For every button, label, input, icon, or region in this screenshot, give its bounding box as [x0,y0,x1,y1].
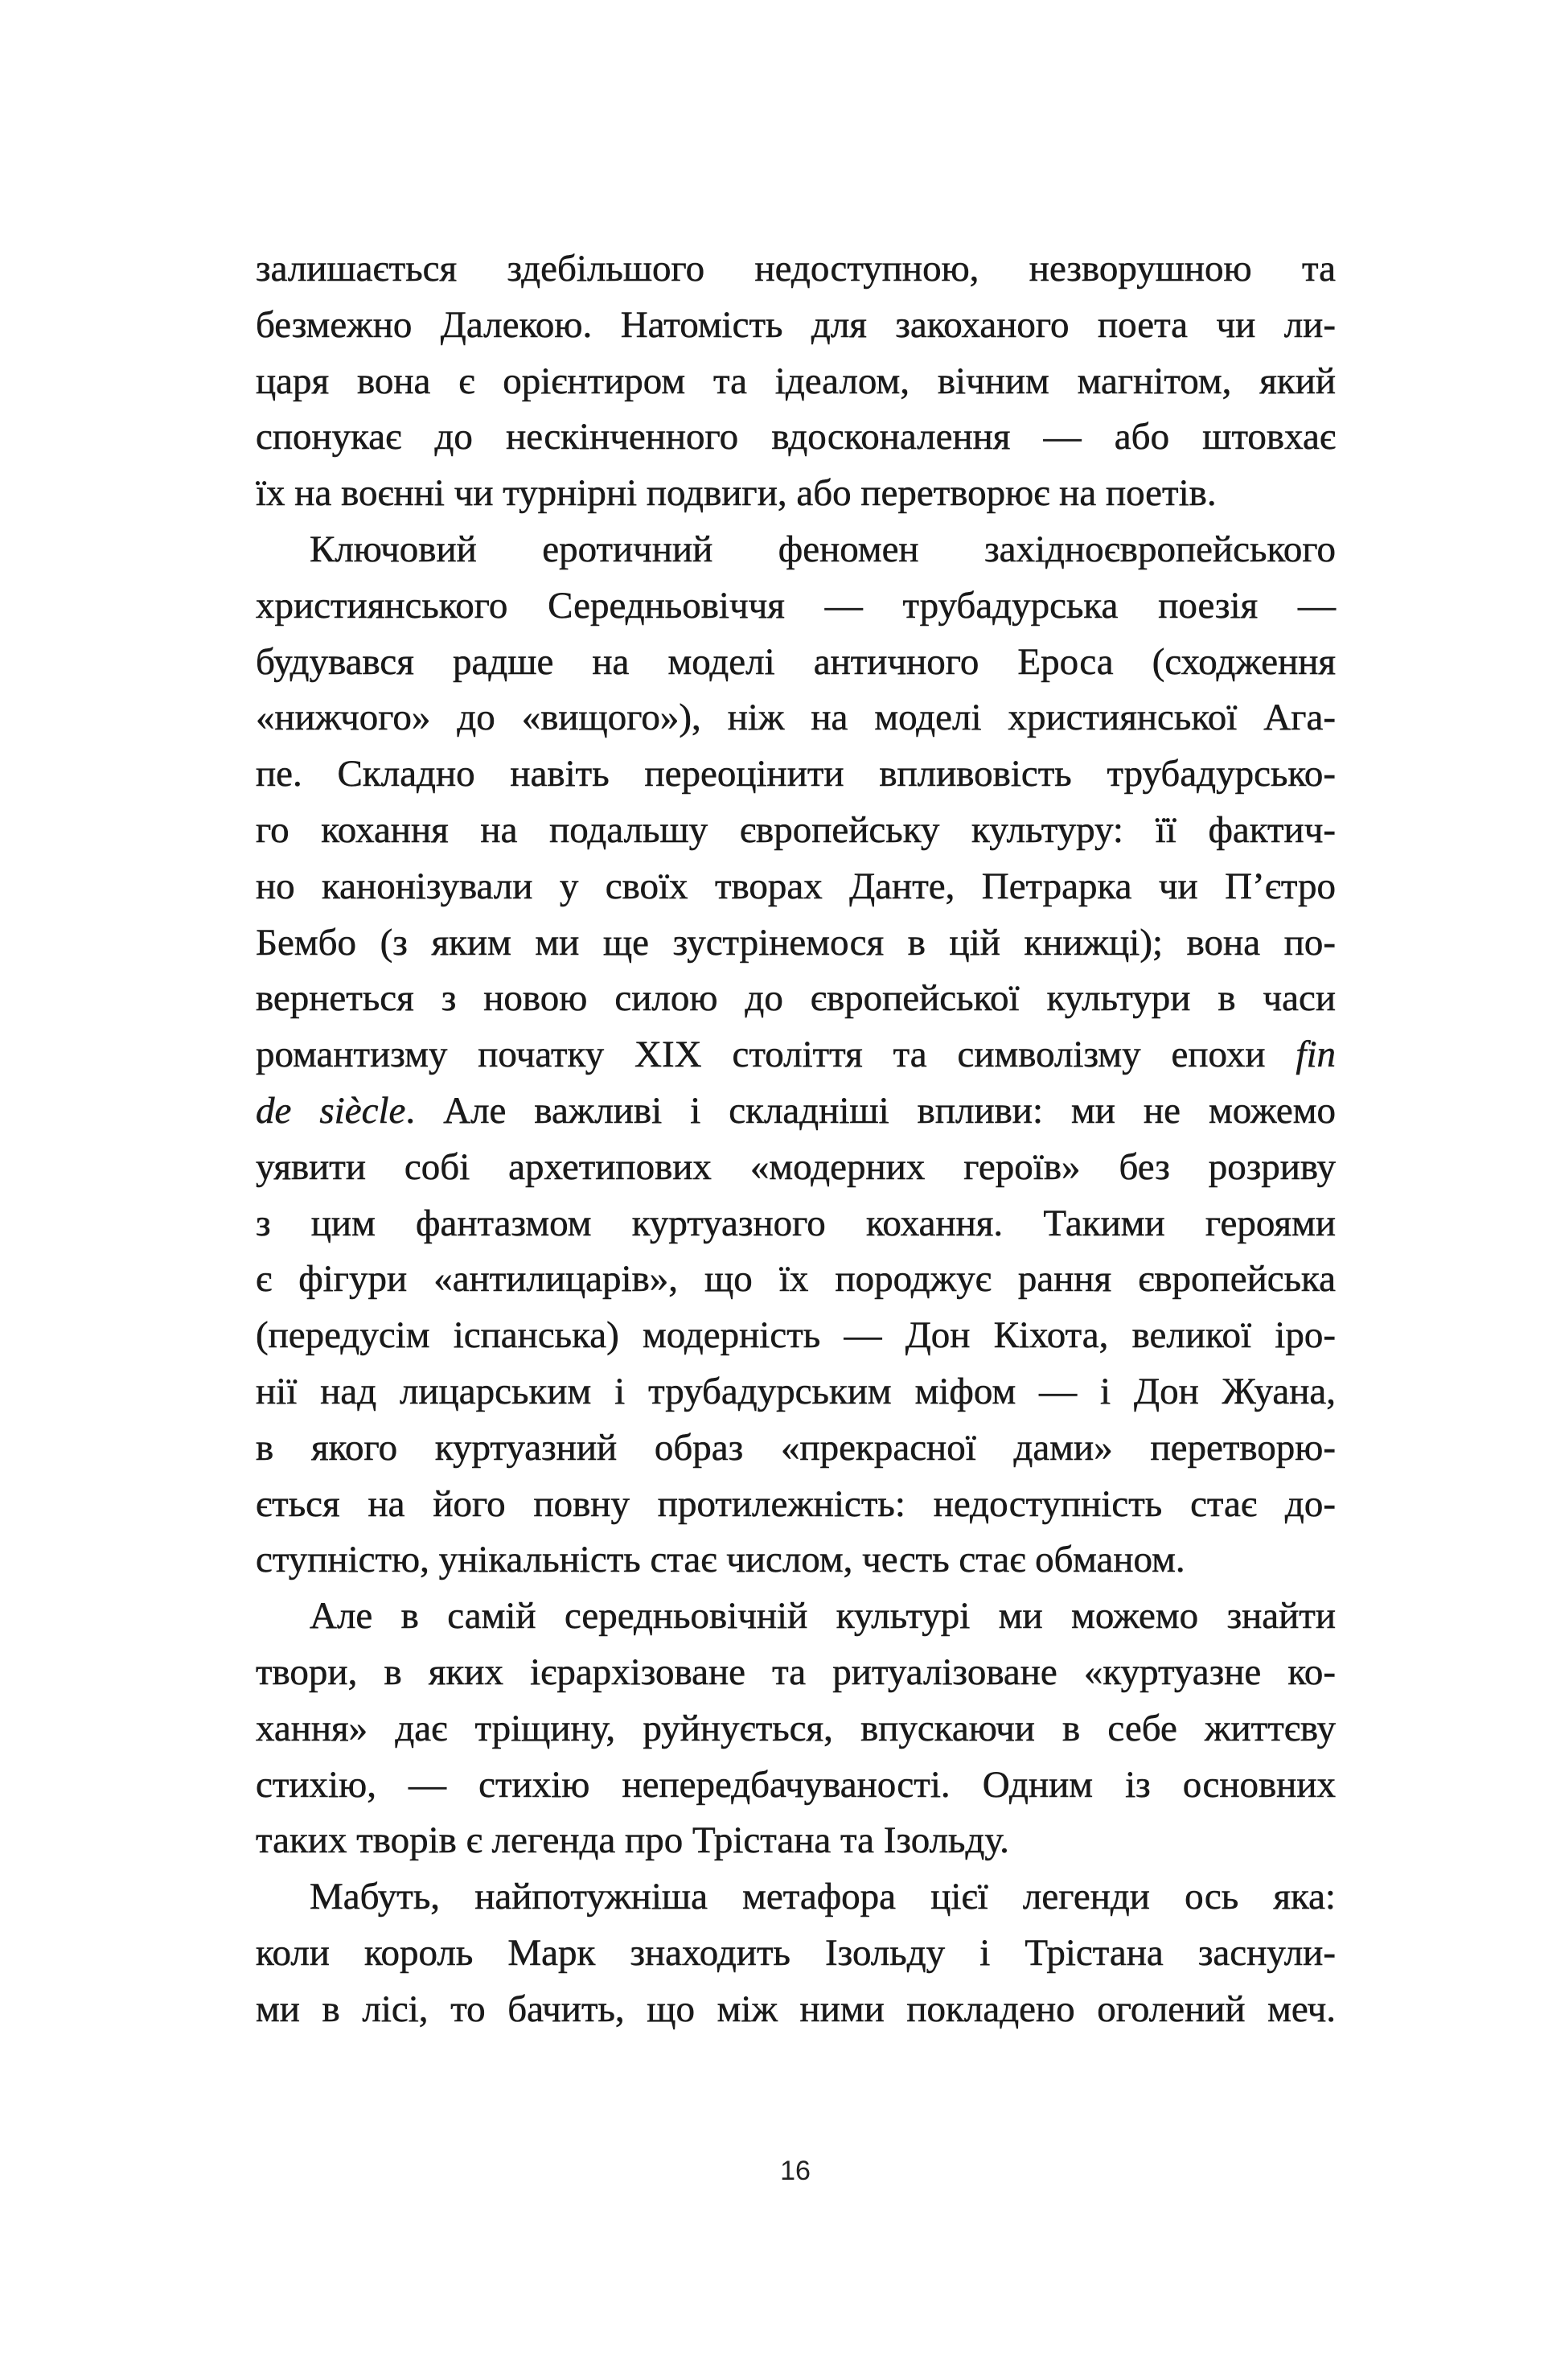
text-line: ється на його повну протилежність: недоступність стає до- [256,1482,1336,1525]
text-line: (передусім іспанська) модерність — Дон Кіхота, великої іро- [256,1314,1336,1357]
text-line: таких творів є легенда про Трістана та Ізольду. [256,1819,1009,1862]
text-line: є фігури «антилицарів», що їх породжує рання європейська [256,1258,1336,1301]
italic-term: fin [1296,1034,1337,1076]
text-line: Мабуть, найпотужніша метафора цієї легенди ось яка: [310,1876,1336,1918]
text-line: го кохання на подальшу європейську культуру: її фактич- [256,808,1336,851]
text-line: уявити собі архетипових «модерних героїв» без розриву [256,1145,1336,1188]
text-line: Бембо (з яким ми ще зустрінемося в цій книжці); вона по- [256,921,1336,964]
text-line: пе. Складно навіть переоцінити впливовість трубадурсько- [256,753,1336,795]
text-line: вернеться з новою силою до європейської культури в часи [256,977,1336,1020]
paragraph-4 [256,1869,1336,2037]
text-line: Але в самій середньовічній культурі ми можемо знайти [310,1595,1336,1638]
text-line: ступністю, унікальність стає числом, честь стає обманом. [256,1539,1185,1581]
text-line: но канонізували у своїх творах Данте, Петрарка чи П’єтро [256,865,1336,907]
text-segment: романтизму початку XIX століття та символізму епохи [256,1034,1266,1076]
text-line: хання» дає тріщину, руйнується, впускаючи в себе життєву [256,1707,1336,1749]
text-line: de siècle. Але важливі і складніші впливи: ми не можемо [256,1089,1336,1132]
text-line: з цим фантазмом куртуазного кохання. Такими героями [256,1202,1336,1244]
text-segment: Але важливі і складніші впливи: ми не можемо [443,1089,1336,1132]
text-line [256,1027,1336,1083]
text-line: Ключовий еротичний феномен західноєвропейського [310,528,1336,570]
text-line: стихію, — стихію непередбачуваності. Одним із основних [256,1763,1336,1806]
page-number: 16 [780,2156,811,2186]
text-line: ми в лісі, то бачить, що між ними покладено оголений меч. [256,1987,1336,2030]
paragraph-3 [256,1589,1336,1869]
text-line: нії над лицарським і трубадурським міфом — і Дон Жуана, [256,1370,1336,1412]
text-line: християнського Середньовіччя — трубадурська поезія — [256,584,1336,627]
text-line: будувався радше на моделі античного Ероса (сходження [256,640,1336,683]
text-line: твори, в яких ієрархізоване та ритуалізоване «куртуазне ко- [256,1650,1336,1693]
text-line: «нижчого» до «вищого»), ніж на моделі християнської Ага- [256,697,1336,739]
text-line: в якого куртуазний образ «прекрасної дами» перетворю- [256,1426,1336,1469]
text-line: залишається здебільшого недоступною, незворушною та [256,248,1336,290]
page-body [256,241,1336,2038]
italic-term: de siècle [256,1089,406,1132]
text-line: спонукає до нескінченного вдосконалення — або штовхає [256,416,1336,458]
text-line: їх на воєнні чи турнірні подвиги, або перетворює на поетів. [256,472,1217,515]
paragraph-2 [256,522,1336,1589]
paragraph-1 [256,241,1336,522]
text-line: коли король Марк знаходить Ізольду і Трістана заснули- [256,1931,1336,1974]
text-line: безмежно Далекою. Натомість для закоханого поета чи ли- [256,303,1336,346]
text-line: царя вона є орієнтиром та ідеалом, вічним магнітом, який [256,360,1336,402]
